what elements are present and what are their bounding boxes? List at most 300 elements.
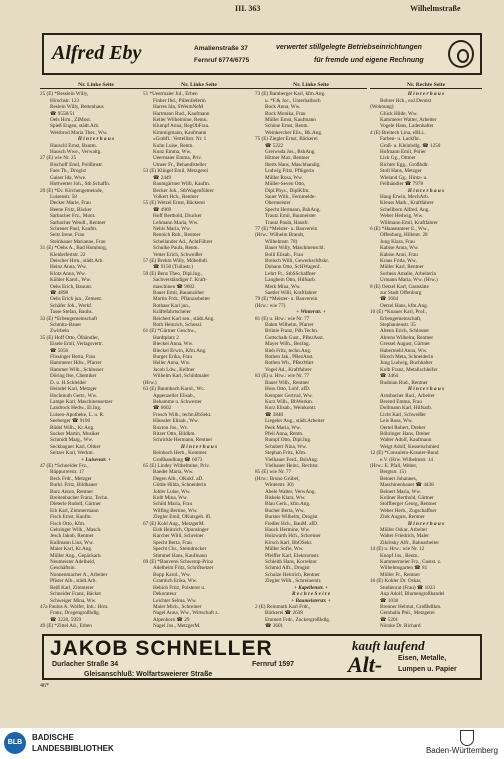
- directory-entry-line: Fisch Otto, Kfm.: [50, 520, 86, 527]
- directory-entry-line: Arnsbacher Rud., Arbeiter: [380, 392, 435, 399]
- directory-entry-line: Ueermaier Emma, Priv.: [153, 155, 202, 162]
- directory-entry-line: Häussler Elisab., Ww.: [153, 418, 199, 425]
- directory-entry-line: Sucker Martin, Musiker: [50, 430, 100, 437]
- directory-entry-line: ☎ 6602: [153, 405, 172, 412]
- directory-entry-line: Klotz Anna, Ww.: [50, 270, 86, 277]
- directory-entry-line: Ruxton Jos., Wc.: [153, 424, 189, 431]
- directory-entry-line: Maier Karl, Kr.Ang.: [50, 546, 93, 553]
- directory-entry-line: Pfeiffer Karl, Elektromstr.: [265, 552, 320, 559]
- directory-entry-line: Adelheim Fritz, Schriftsetzer: [153, 565, 214, 572]
- directory-entry-line: 85 (E) wie Nr. 77: [255, 469, 292, 476]
- blb-logo-icon: BLB: [4, 732, 26, 754]
- directory-entry-line: Gottschalk Gust., PBezAsst.: [265, 334, 324, 341]
- directory-entry-line: Rennich Rob., Rentner: [153, 232, 201, 239]
- directory-entry-line: 67 (E) Kohl Aug., MetzgerM.: [143, 520, 205, 527]
- directory-entry-line: Fellhändler ☎ 7978: [380, 181, 424, 188]
- directory-entry-line: Oels Hrm., ZIMost.: [50, 117, 92, 124]
- directory-entry-line: 33 (E) *Erbengemeinschaft: [40, 315, 98, 322]
- directory-entry-line: Heene Fritz, Bäcker: [50, 206, 92, 213]
- directory-entry-line: Bäckerei ☎ 2638: [265, 610, 303, 617]
- directory-entry-line: Jesch Jakob, Rentner: [50, 533, 94, 540]
- directory-entry-line: Erbengemeinschaft,: [380, 315, 422, 322]
- directory-entry-line: Beinbach Herb., Kommer.: [153, 450, 208, 457]
- directory-entry-line: Beck Frdr., Metzger: [50, 475, 92, 482]
- directory-entry-line: Beinert Johannes,: [380, 475, 417, 482]
- directory-entry-line: (Wohnung): [370, 104, 394, 111]
- directory-entry-line: Schleith Hans, Korrektor: [265, 559, 318, 566]
- folio-number: 46*: [40, 683, 49, 689]
- directory-entry-line: Biskele Klara, Ww.: [265, 495, 306, 501]
- directory-entry-line: Rüdel Wilh., Kr.Ang.: [50, 424, 95, 431]
- directory-entry-line: Merk Mina, Ww.: [265, 283, 301, 290]
- directory-entry-line: H i n t e r h a u s: [407, 91, 445, 98]
- directory-entry-line: Kraus Frida, Ww.: [380, 257, 417, 264]
- directory-entry-line: Iberts Hans, Maschhandlg.: [265, 161, 321, 168]
- directory-entry-line: Müller Ernst, Kaufmann: [265, 117, 316, 124]
- directory-entry-line: Knopf Jos., Rentn.: [380, 552, 419, 559]
- page-number-header: III. 363: [235, 4, 261, 13]
- directory-entry-line: R e c h t e S e i t e: [291, 591, 331, 598]
- directory-entry-line: H i n t e r h a u s: [407, 187, 445, 194]
- directory-column-3: [255, 82, 367, 630]
- directory-entry-line: Specht Berta, Frau: [153, 539, 192, 546]
- directory-entry-line: Licht Karl, Schweißer: [380, 411, 426, 418]
- state-crest-icon: [460, 730, 474, 746]
- directory-entry-line: Vielhauer Ferd., BshAng.: [265, 456, 319, 463]
- directory-entry-line: ☎ 5222: [265, 142, 284, 149]
- directory-entry-line: Lampe Karl, Maschinensetzer: [50, 398, 113, 405]
- directory-entry-line: Sarbacher Wendl., Rentner: [50, 219, 106, 226]
- directory-entry-line: Flissinger Berta, Frau: [50, 354, 96, 361]
- directory-entry-line: Vielhauer Heinr., Rechtsr.: [265, 462, 319, 469]
- directory-entry-line: Nonnenmacher A., Arbeiter: [50, 571, 108, 578]
- directory-entry-line: Neumeister Adelheid,: [50, 559, 96, 566]
- directory-entry-line: Brenner Helmut, Großhdlkm.: [380, 603, 442, 610]
- directory-entry-line: Döring Ilse, Chemiker: [50, 373, 97, 380]
- directory-column-2: [143, 82, 255, 630]
- ad-street: Durlacher Straße 34: [52, 661, 119, 668]
- directory-entry-line: Jacob Ldw., Kellner: [153, 366, 195, 373]
- directory-entry-line: 77 (E) *Meister- u. Bauverein: [255, 225, 318, 232]
- directory-entry-line: Baeder Maria, Ww.: [153, 469, 194, 476]
- directory-entry-line: Gramlich Erika, Ww.: [153, 578, 198, 585]
- directory-entry-line: Kirsch Karl, BbOSekr.: [265, 539, 313, 546]
- directory-entry-line: Johler Luise, Ww.: [153, 488, 191, 495]
- directory-entry-line: Schild Maria, Frau: [153, 501, 193, 508]
- directory-entry-line: D. u. H.Schleider: [50, 379, 87, 386]
- directory-entry-line: Studienrat (Frau) ☎ 1023: [380, 584, 436, 591]
- directory-entry-line: Rudnian Rud., Rentner: [380, 379, 428, 386]
- directory-entry-line: Seitz Irene, Frau: [50, 232, 85, 239]
- directory-entry-line: Urmann Maria, Ww. (Hrw.): [380, 277, 438, 284]
- ad-tagline: kauft laufend: [352, 638, 425, 653]
- directory-entry-line: Stoll Hans, Metzger: [380, 168, 422, 175]
- directory-entry-line: Emmert Frdr., Zuckergroßhdlg.: [265, 616, 331, 623]
- directory-entry-line: + Baumeisterstr. +: [291, 597, 331, 604]
- directory-entry-line: 61 (E) *Gärtner Geschw.,: [143, 328, 197, 335]
- directory-entry-line: (Hrw.): [143, 379, 157, 386]
- directory-entry-line: Keller Wilhelmine, Rentn.: [153, 117, 208, 124]
- directory-entry-line: 83 (E) u. Hrw.: wie Nr. 77: [255, 373, 310, 380]
- directory-entry-line: Haug Erwin, MechArb.: [380, 193, 429, 200]
- directory-entry-line: Kammerer Walter, Arbeiter: [380, 117, 437, 124]
- directory-entry-line: Bieckel Anna, Ww.: [153, 341, 194, 348]
- directory-entry-line: Gressel August, Gärtner: [380, 341, 430, 348]
- directory-entry-line: Landrock Hedw., El.Ing.: [50, 405, 102, 412]
- ad-street: Amalienstraße 37: [194, 45, 248, 52]
- directory-entry-line: Pfeil Anna, Rentn.: [265, 430, 304, 437]
- directory-entry-line: Hammer Wilh., Schlosser: [50, 366, 104, 373]
- directory-entry-line: ☎ 2449: [153, 174, 172, 181]
- directory-entry-line: Decker Marie, Frau: [50, 200, 91, 207]
- directory-entry-line: Müller Rosa, Ww.: [265, 174, 303, 181]
- directory-entry-line: Schulze Heinrich, Rentner: [265, 571, 320, 578]
- directory-entry-line: 59 (E) Benz Theo, Dipl.Ing.,: [143, 270, 203, 277]
- directory-entry-line: ☎ 9558/51: [50, 110, 75, 117]
- directory-entry-line: 12 (E) *Consulein-Krauter-Bund: [370, 450, 439, 457]
- directory-entry-line: 16 (E) Kohler Dr. Oskar,: [370, 578, 422, 585]
- directory-entry-line: Müller Oskar, Arbeiter: [380, 527, 428, 534]
- directory-entry-line: Lehmann Maria, Ww.: [153, 219, 199, 226]
- directory-entry-line: Kuhn Luise, Rentn.: [153, 142, 194, 149]
- directory-entry-line: Bergtstr. 15): [380, 469, 406, 476]
- directory-entry-line: 73 (E) Bamberger Karl, kfm.Ang.: [255, 91, 326, 98]
- directory-entry-line: Bauer Willy, Maschinenschl.: [265, 245, 325, 252]
- company-logo-icon: [448, 40, 474, 68]
- directory-entry-line: Dollmann Karl, Hilfsarb.: [380, 405, 433, 412]
- directory-entry-line: Luisen-Apotheke, L. u. R.: [50, 411, 105, 418]
- column-heading: Nr. Linke Seite: [255, 82, 367, 89]
- directory-entry-line: Faes Th., Drogist: [50, 168, 86, 175]
- directory-entry-line: Kurz Elisab., Weinkontr.: [265, 405, 317, 412]
- directory-entry-line: Bohrer Hch., eaJ.Dentist: [380, 97, 432, 104]
- state-name: Baden-Württemberg: [425, 746, 498, 755]
- directory-entry-line: Ritzer Otto, Bildkm.: [153, 430, 196, 437]
- directory-entry-line: Kullmann Lina, Ww.: [50, 539, 94, 546]
- directory-entry-line: Dieterle Rudolf, Gärtner: [50, 501, 101, 508]
- directory-entry-line: Kleuss Math., Kraftfahrer: [380, 200, 434, 207]
- directory-entry-line: Hofmann Emil, Polier: [380, 149, 426, 156]
- directory-entry-line: Kollner Berthold, Gärtner: [380, 495, 434, 501]
- directory-column-4: [370, 82, 482, 630]
- directory-entry-line: Franz, Drogengroßhdlg.: [50, 610, 100, 617]
- directory-entry-line: Stimmel Hans, Kaufmann: [153, 552, 208, 559]
- directory-entry-line: Maier Mich., Schreiner: [153, 603, 202, 610]
- ad-rail-siding: Gleisanschluß: Wolfartsweierer Straße: [84, 671, 213, 678]
- directory-entry-line: Jung Klara, Frau: [380, 238, 415, 245]
- directory-entry-line: 49 (E) *Zittel Ad., Erben: [40, 623, 92, 630]
- directory-entry-line: Kimmigmann, Kaufmann: [153, 129, 207, 136]
- directory-entry-line: Kleiderfertstr. 22: [50, 251, 86, 258]
- directory-entry-line: Hoss Otto, Lohf. afD.: [265, 386, 311, 393]
- directory-entry-line: Kurz Wilh., BbWerkm.: [265, 398, 314, 405]
- directory-entry-line: Rüppurrerstr. 17: [50, 469, 85, 476]
- directory-entry-line: 65 (E) Lindey Wilhelmine, Priv.: [143, 462, 210, 469]
- directory-entry-line: (Hrw.: Bruno Grübel,: [255, 475, 300, 482]
- directory-entry-line: Winterstr. 30): [265, 482, 294, 489]
- directory-entry-line: Müller Karl, Rentner: [380, 264, 424, 271]
- directory-entry-line: Sarbacher Frz., Mont.: [50, 213, 96, 220]
- directory-entry-line: Böhringer Hans, Dreher: [380, 430, 430, 437]
- directory-entry-line: Hochmuth Gertr., Ww.: [50, 392, 98, 399]
- directory-entry-line: H i n t e r h a u s: [407, 520, 445, 527]
- directory-entry-line: H i n t e r h a u s: [77, 136, 115, 143]
- directory-entry-line: Rieh Fritz, techn.Ang.: [265, 347, 312, 354]
- directory-entry-line: Bopp Karol., Ww.: [153, 571, 191, 578]
- directory-entry-line: 69 (E) *Bauverei Schwemp-Prinz: [143, 559, 214, 566]
- directory-entry-line: H i n t e r h a u s: [407, 386, 445, 393]
- directory-entry-line: Heindel Karl, Metzger: [50, 386, 97, 393]
- directory-entry-line: Maschinenbauer ☎ 4438: [380, 482, 434, 489]
- directory-entry-line: 29 (E) *Ev. Kirchengemeinde,: [40, 187, 104, 194]
- directory-entry-line: Sauer Wilh., Fernmelde-: [265, 193, 316, 200]
- directory-entry-line: Hottwetter Joh., Stb.Schaffn.: [50, 181, 111, 188]
- directory-entry-line: Walter Friedrich, Maler: [380, 533, 429, 540]
- directory-entry-line: Spieß Eugen, städt.Arb.: [50, 123, 100, 130]
- directory-entry-line: Holzwarth Hch., Schreiner: [265, 533, 321, 540]
- directory-entry-line: 35 (E) Hoff Otto, Ölhändler,: [40, 334, 100, 341]
- directory-entry-line: Wilhelmsgarten ☎ 81: [380, 565, 428, 572]
- directory-entry-line: Langbein Otto, Hilfsarb.: [265, 277, 316, 284]
- directory-entry-line: Liegeler Aug., städt.Arbeiter: [265, 418, 325, 425]
- directory-entry-line: Karcher Willi, Schreiner: [153, 533, 204, 540]
- directory-entry-line: Köhler Karol., Ww.: [50, 277, 91, 284]
- column-heading: Nr. Rechte Seite: [370, 82, 482, 89]
- directory-entry-line: Offenburg, Hillentr. 28: [380, 232, 428, 239]
- directory-entry-line: Lehrt Fr., StbSSchaffner: [265, 270, 316, 277]
- directory-entry-line: Hehich Fritz, Polsterer u.: [153, 584, 206, 591]
- directory-entry-line: ☎ 1038: [380, 597, 399, 604]
- directory-entry-line: (Hrw.: Wilhelm Brandt,: [255, 232, 305, 239]
- directory-entry-line: 4 (E) Breitech Lina, eBLi..: [370, 129, 426, 136]
- directory-entry-line: Specht Hermann, BshAng.: [265, 206, 321, 213]
- directory-entry-line: ☎ 5201: [380, 616, 399, 623]
- library-name-line-2: LANDESBIBLIOTHEK: [32, 744, 114, 753]
- directory-entry-line: + Kapellenstr. +: [293, 584, 328, 591]
- directory-entry-line: 81 (E) u. Hrw.: wie Nr. 77: [255, 315, 310, 322]
- directory-entry-line: Sachverständiger f. Kraft-: [153, 277, 208, 284]
- directory-entry-line: Reichert Karl sen., städt.Ang.: [153, 315, 215, 322]
- directory-entry-line: Greiwuda Jos., BshAng.: [265, 149, 316, 156]
- directory-entry-line: Lick Gg., Ottmer: [380, 155, 416, 162]
- directory-entry-line: ☎ 9150 (Tullastr.): [153, 264, 193, 271]
- directory-entry-line: H i n t e r h a u s: [180, 443, 218, 450]
- directory-entry-line: 47 (E) *Schneider Frz.,: [40, 462, 89, 469]
- directory-entry-line: Schrickle Hermann, Rentner: [153, 437, 213, 444]
- directory-entry-line: Finher Ihd., Pillenlieferin: [153, 97, 206, 104]
- directory-entry-line: Obermeister: [265, 200, 291, 207]
- directory-entry-line: Schäfer Joh., Werkf.: [50, 302, 93, 309]
- directory-entry-line: Göttle Hilda, Schneiderin: [153, 482, 207, 489]
- directory-entry-line: 2 (E) Reinmuth Karl Frdr.,: [255, 603, 311, 610]
- directory-entry-line: Geschäftsin.: [50, 565, 76, 572]
- directory-entry-line: Schöne Ernst, Rentn.: [265, 123, 309, 130]
- directory-entry-line: Bock Anna, Ww.: [265, 104, 301, 111]
- street-header: Wilhelmstraße: [410, 4, 461, 13]
- ad-company-name: Alfred Eby: [52, 42, 142, 64]
- directory-entry-line: Müller Ang., Gepäckarb.: [50, 552, 102, 559]
- directory-entry-line: + Winterstr. +: [296, 309, 326, 316]
- directory-entry-line: ☎ 1604: [380, 296, 399, 303]
- directory-entry-line: Mayer Wilh., BezIng.: [265, 341, 311, 348]
- directory-column-1: [40, 82, 152, 630]
- directory-entry-line: Hauschl Ernst, Bautm.: [50, 142, 97, 149]
- directory-entry-line: Alpenhorn ☎ 29: [153, 616, 190, 623]
- directory-entry-line: Trautz Emil, Baumeister: [265, 213, 316, 220]
- directory-entry-line: Martin Frdr., Pflanzarbeiter: [153, 296, 211, 303]
- directory-entry-line: Oehs Erich jun., Zement.: [50, 296, 103, 303]
- directory-entry-line: 55 (E) Wetzel Ernst, Bäckerei: [143, 200, 205, 207]
- directory-entry-line: Schubert Nina, Ww.: [265, 443, 307, 450]
- directory-entry-line: Weber Hedwig, Ww.: [380, 213, 424, 220]
- directory-entry-line: Degen Alb., OKokf. aD.: [153, 475, 204, 482]
- directory-entry-line: Heinz Anna, Ww.: [50, 264, 87, 271]
- directory-entry-line: Schellander Ad., AchtFührer: [153, 238, 213, 245]
- directory-entry-line: Schmid Alfr., Drogist: [265, 565, 310, 572]
- directory-entry-line: ☎ 4898: [50, 290, 69, 296]
- directory-entry-line: 57 (E) Brehm Willy, Möbelhdl.: [143, 257, 209, 264]
- directory-entry-line: Hitmer Max, Rentner: [265, 155, 310, 162]
- directory-entry-line: Vogele Hans, Ladenhalter: [380, 123, 434, 130]
- directory-entry-line: Eib Karl, Zimmermann: [50, 507, 99, 514]
- directory-entry-line: Nagel Jos., MetzgerM.: [153, 623, 201, 630]
- directory-entry-line: Reiß Karl, Zimmerer: [50, 584, 94, 591]
- directory-entry-line: Hauck Hermine, Ww.: [265, 527, 311, 534]
- directory-entry-line: Vetter Erich, Schweißer: [153, 251, 203, 258]
- directory-entry-line: Wilhelm Karl, Schildmaler: [153, 373, 210, 380]
- directory-entry-line: Farben- u. Lackfbr..: [380, 136, 422, 143]
- directory-entry-line: Kräftefahrtscheier: [153, 309, 191, 316]
- directory-entry-line: 53 (E) Klingel Emil, Metzgerei: [143, 168, 208, 175]
- directory-entry-line: Eisele Emil, Verlagsvertr.: [50, 341, 103, 348]
- directory-entry-line: Tasse Stefan, Bauhs.: [50, 309, 93, 316]
- directory-entry-line: Oehs Erich, Bauunt.: [50, 283, 93, 290]
- ad-phone: Fernruf 6774/6775: [194, 57, 250, 64]
- directory-entry-line: Rothaar Karl jun.,: [153, 302, 191, 309]
- directory-entry-line: Jung Ludwig, Buchhalter: [380, 360, 433, 367]
- library-footer: [0, 728, 504, 759]
- directory-entry-line: Steinbauer Marianne, Frau: [50, 238, 106, 245]
- directory-entry-line: Zwirbeln: [50, 328, 70, 335]
- directory-entry-line: Bolli Elisab., Frau: [265, 251, 304, 258]
- directory-entry-line: Saetler Willi, Kraftfahrer: [265, 290, 317, 296]
- directory-entry-line: Leichter Selma, Ww.: [153, 597, 197, 604]
- directory-entry-line: Bauer Emil, Bauanzüher: [153, 290, 205, 296]
- directory-entry-line: Dipl.Phys., DiplKfm.: [265, 187, 310, 194]
- directory-entry-line: Glück Hilde, Ww.: [380, 110, 418, 117]
- directory-entry-line: Schmitz-Bauer: [50, 322, 82, 329]
- directory-entry-line: Burz Anton, Rentner: [50, 488, 94, 495]
- directory-entry-line: Hammerer Hdw., Pfarrer: [50, 360, 102, 367]
- directory-entry-line: Weber Herb., Zugschaffner: [380, 507, 437, 514]
- directory-entry-line: Ludwig Fritz, Pflügerin: [265, 168, 315, 175]
- directory-entry-line: Behamme u. Schwester: [153, 398, 202, 405]
- directory-entry-line: Eisb Heinrich, Oponsinger: [153, 527, 209, 534]
- directory-entry-line: 27 (E) wie Nr. 25: [40, 155, 77, 162]
- directory-entry-line: Hartmann Rud., Kaufmann: [153, 110, 210, 117]
- directory-entry-line: 51 *Ueermaier Jul., Erben: [143, 91, 198, 98]
- directory-entry-line: Bock Monika, Frau: [265, 110, 306, 117]
- directory-entry-line: 14 (E) u. Hrw.: wie Nr. 12: [370, 546, 425, 553]
- directory-entry-line: Hoff Berthold, Drucker: [153, 213, 202, 220]
- directory-entry-line: Bahm Wilhelm, Pfarrer: [265, 322, 314, 329]
- directory-entry-line: Deischer Hrm., städt.Arb.: [50, 257, 104, 264]
- directory-entry-line: Rothen Wh., PBezWart: [265, 360, 314, 367]
- directory-entry-line: Bucher Berta, Ww.: [265, 507, 305, 514]
- directory-entry-line: Kabise Anni, Frau: [380, 251, 418, 258]
- directory-entry-line: Weinkercher Elis., Bk.Ang.: [265, 129, 323, 136]
- directory-entry-line: Beinert Maria, Ww.: [380, 488, 422, 495]
- directory-entry-line: Schneider Franz, Bäcker: [50, 591, 102, 598]
- directory-entry-line: Schellborn Alfred, Ang.: [380, 206, 430, 213]
- directory-entry-line: zur Stadt Offenburg: [380, 290, 422, 296]
- directory-entry-line: 63 (E) Baumbach Karol., Wc.: [143, 386, 205, 393]
- directory-entry-line: Kolb Franz, Metallschleifer: [380, 366, 438, 373]
- directory-entry-line: Altenn Erich, Schlosser: [380, 328, 430, 335]
- directory-entry-line: 6 (E) *Haaseanteer E., Ww.,: [370, 225, 429, 232]
- column-heading: Nr. Linke Seite: [143, 82, 255, 89]
- directory-entry-line: Gaiser Ida, Wwe.: [50, 174, 87, 181]
- directory-entry-line: Breitenbacher Franz, Techn.: [50, 495, 109, 501]
- directory-entry-line: 75 (E) Ziegler Ernst, Bäckerei: [255, 136, 318, 143]
- ad-slogan-line-1: verwertet stillgelegte Betriebseinrichtungen: [276, 44, 422, 51]
- directory-entry-line: Schmidt Marg., Ww.: [50, 437, 94, 444]
- directory-entry-line: 31 (E) *Oehs A., Bad Homburg,: [40, 245, 108, 252]
- directory-entry-line: Aup Adolf, Blumengroßhandel: [380, 591, 445, 598]
- directory-entry-line: Stephanienstr. 35: [380, 322, 416, 329]
- directory-entry-line: Schreuer Paul, Kaufm.: [50, 225, 98, 232]
- directory-entry-line: Burkl. Fritz, Bildhauer: [50, 482, 98, 489]
- directory-entry-line: 47a Paulus A. Wolfer, Inh.: Hrm.: [40, 603, 109, 610]
- directory-entry-line: Bieckel Erwin, Kfm.Ang.: [153, 347, 207, 354]
- directory-entry-line: Ahrens Wilhelm, Rentner: [380, 334, 434, 341]
- directory-entry-line: Schweiger Mina, Ww.: [50, 597, 97, 604]
- ad-slogan-line-2: für fremde und eigene Rechnung: [314, 57, 424, 64]
- directory-entry-line: Burster Wilhelm, Drogist: [265, 514, 318, 521]
- directory-entry-line: Weisbrod Maria Ther., Ww.: [50, 129, 108, 136]
- directory-entry-line: Abele Walter, VerwAng.: [265, 488, 316, 495]
- directory-entry-line: Peek Maria, Ww.: [265, 424, 301, 431]
- directory-entry-line: 10 (E) *Knauer Karl, Prof.,: [370, 309, 427, 316]
- directory-entry-line: ☎ 4969: [153, 206, 172, 213]
- directory-entry-line: Nehls Maria, Ww.: [153, 225, 191, 232]
- directory-entry-line: e.V. (Hrw. Wilhelmstr. 14: [380, 456, 434, 463]
- directory-entry-line: Zikritsky Alfr., Bahnarbeiter: [380, 539, 440, 546]
- directory-entry-line: Volkert Hch., Rentner: [153, 193, 199, 200]
- directory-entry-line: Stephan Fritz, Kfm.: [265, 450, 307, 457]
- directory-entry-line: Ziegler Emil, OKutsgeh. ifl.: [153, 514, 212, 521]
- directory-entry-line: Weigt Adolf, Kesselschmied: [380, 443, 440, 450]
- directory-entry-line: Bischoff Emil, Polißmstr.: [50, 161, 103, 168]
- directory-entry-line: u. *F.& Joc., Unterhalbach: [265, 97, 321, 104]
- directory-entry-line: Seitzer Karl, Werkm.: [50, 450, 94, 457]
- directory-entry-line: Zink August, Rentner: [380, 514, 425, 521]
- directory-entry-line: Berend Emma, Frau: [380, 398, 422, 405]
- directory-entry-line: Hardtplatz 2: [153, 334, 179, 341]
- directory-entry-line: Umser Fr., Behandlsteller: [153, 161, 207, 168]
- directory-entry-line: Frosch Wilh., techn.BbSekt.: [153, 411, 212, 418]
- directory-entry-line: Kempter Gertrud, Ww.: [265, 392, 313, 399]
- directory-entry-line: Klumpf Anna, RegObFrau.: [153, 123, 210, 130]
- directory-entry-line: Kammermeier Frz., Gastst. z.: [380, 559, 442, 566]
- directory-entry-line: Blau Gerh., kfm.Ang.: [265, 501, 311, 508]
- directory-entry-line: Hausch Wwe., Verwaltg.: [50, 149, 102, 156]
- directory-entry-line: Pfister Alb., städt.Arb.: [50, 578, 97, 585]
- directory-entry-line: ☎ 5056: [50, 347, 69, 354]
- directory-entry-line: Kolb Mina, Ww.: [153, 495, 188, 501]
- directory-entry-line: Oertel Robert, Dreher: [380, 424, 426, 431]
- directory-entry-line: Rothen Jak., PBezAsst.: [265, 354, 314, 361]
